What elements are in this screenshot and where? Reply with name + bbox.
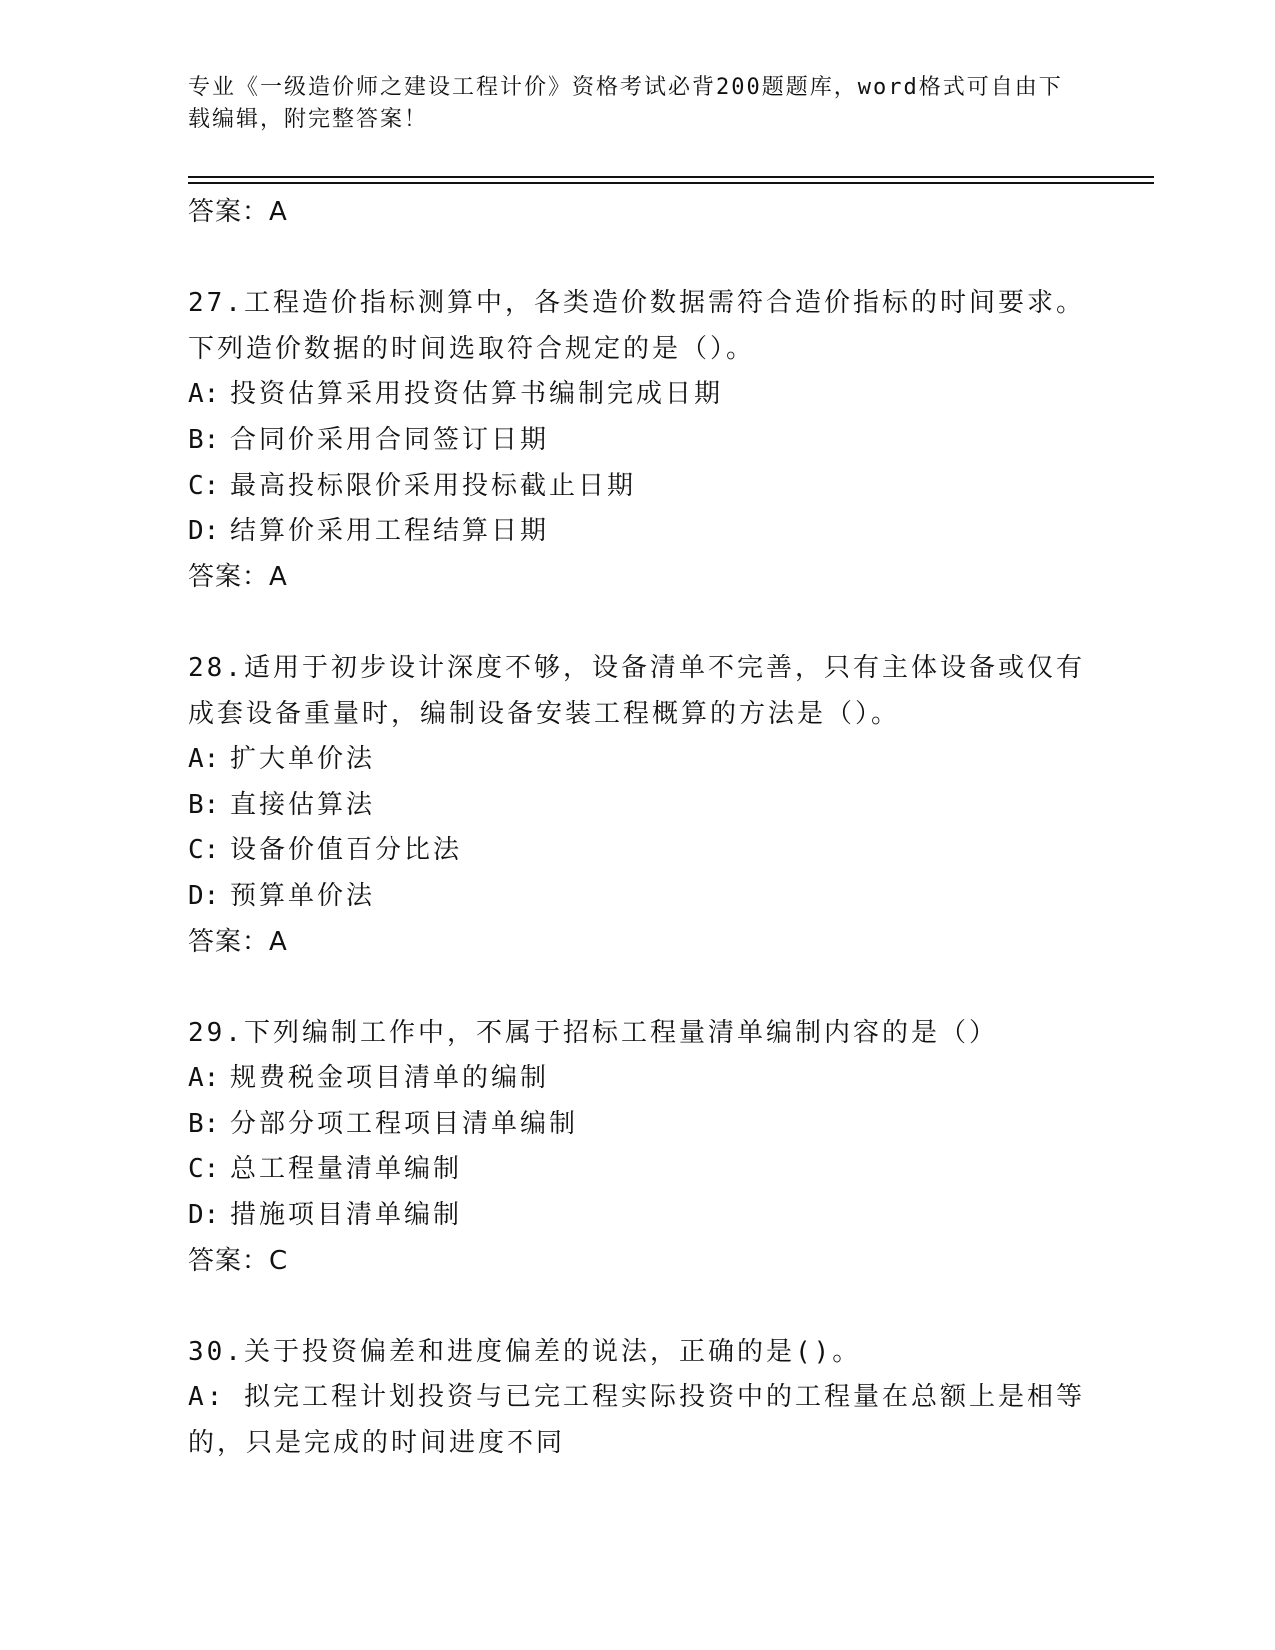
question-stem: 30.关于投资偏差和进度偏差的说法，正确的是()。 <box>188 1336 862 1367</box>
option-c: C: 最高投标限价采用投标截止日期 <box>188 470 637 501</box>
header-rule-bottom <box>188 182 1154 184</box>
option-a: A: 扩大单价法 <box>188 744 376 775</box>
question-stem: 28.适用于初步设计深度不够，设备清单不完善，只有主体设备或仅有成套设备重量时，编制设备安装工程概算的方法是（）。 <box>188 652 1085 729</box>
option-b: B: 分部分项工程项目清单编制 <box>188 1108 579 1139</box>
answer: 答案：C <box>188 1245 289 1276</box>
question-30 <box>188 1330 1088 1467</box>
question-29 <box>188 1011 1088 1285</box>
option-d: D: 措施项目清单编制 <box>188 1200 463 1231</box>
question-content <box>188 190 1088 1467</box>
option-a: A: 投资估算采用投资估算书编制完成日期 <box>188 379 724 410</box>
option-c: C: 设备价值百分比法 <box>188 835 463 866</box>
header-rule-top <box>188 176 1154 178</box>
option-c: C: 总工程量清单编制 <box>188 1154 463 1185</box>
option-a: A: 拟完工程计划投资与已完工程实际投资中的工程量在总额上是相等的，只是完成的时间进度不同 <box>188 1382 1085 1459</box>
option-d: D: 结算价采用工程结算日期 <box>188 516 550 547</box>
question-stem: 27.工程造价指标测算中，各类造价数据需符合造价指标的时间要求。下列造价数据的时间选取符合规定的是（）。 <box>188 288 1085 364</box>
option-a: A: 规费税金项目清单的编制 <box>188 1063 550 1094</box>
document-header: 专业《一级造价师之建设工程计价》资格考试必背200题题库，word格式可自由下载编辑，附完整答案！ <box>188 75 1063 132</box>
option-d: D: 预算单价法 <box>188 880 376 911</box>
answer-previous: 答案：A <box>188 197 288 227</box>
answer: 答案：A <box>188 561 288 592</box>
question-28 <box>188 646 1088 965</box>
question-stem: 29.下列编制工作中，不属于招标工程量清单编制内容的是（） <box>188 1017 998 1048</box>
option-b: B: 直接估算法 <box>188 789 376 820</box>
question-27 <box>188 281 1088 600</box>
option-b: B: 合同价采用合同签订日期 <box>188 424 550 455</box>
answer: 答案：A <box>188 926 288 957</box>
